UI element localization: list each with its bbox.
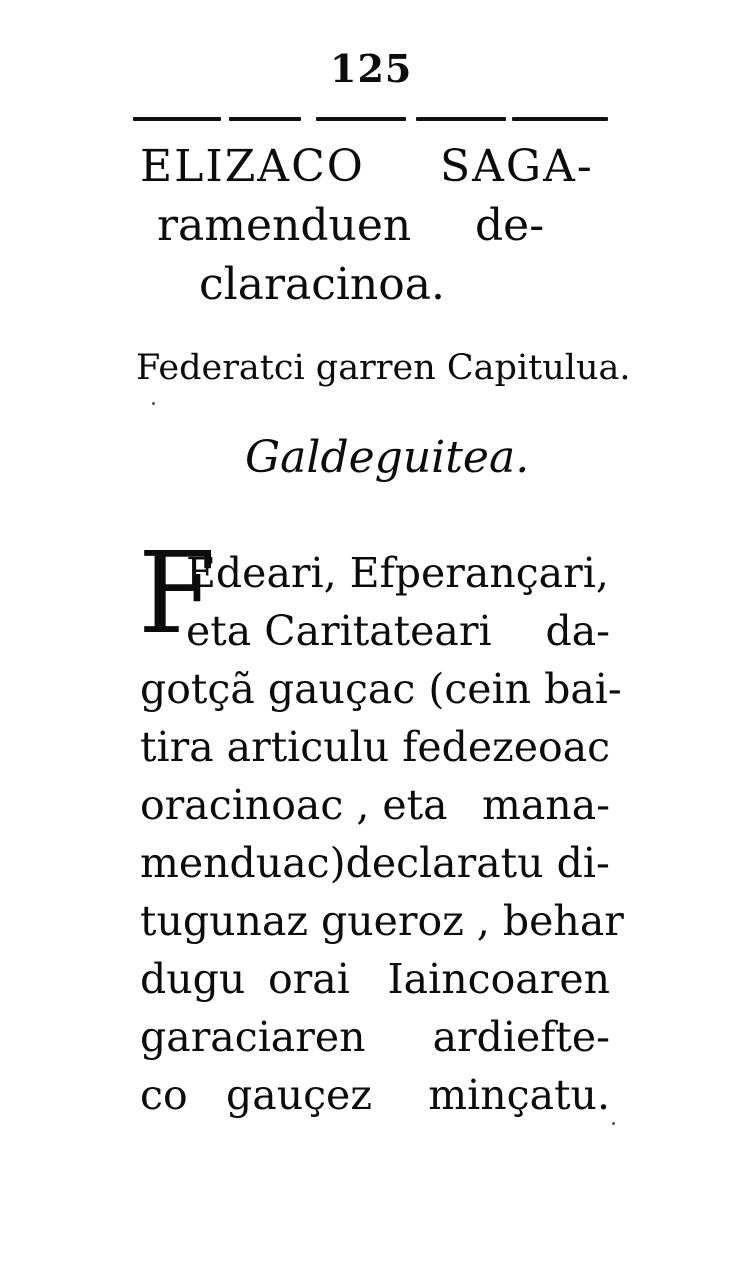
body-text: Edeari, Efperançari,	[186, 549, 609, 597]
header-rule-segment-2	[229, 117, 301, 121]
body-text: oracinoac , eta	[140, 781, 448, 829]
body-text: gotçã gauçac (cein bai-	[140, 665, 622, 713]
chapter-title: Federatci garren Capitulua.	[136, 348, 631, 388]
body-text: mana-	[481, 781, 610, 829]
heading-word: SAGA-	[440, 141, 594, 192]
heading-word: ELIZACO	[140, 141, 365, 192]
body-text: orai	[268, 955, 350, 1003]
header-rule-segment-4	[416, 117, 506, 121]
header-rule-segment-5	[512, 117, 608, 121]
body-text: garaciaren	[140, 1013, 366, 1061]
body-text: tugunaz gueroz , behar	[140, 897, 624, 945]
heading-word: de-	[475, 200, 545, 251]
section-subtitle: Galdeguitea.	[245, 432, 530, 483]
body-text: ardiefte-	[432, 1013, 610, 1061]
body-text: dugu	[140, 955, 246, 1003]
page-number: 125	[330, 46, 413, 91]
body-text: gauçez	[226, 1071, 372, 1119]
body-text: Iaincoaren	[387, 955, 610, 1003]
header-rule-segment-1	[133, 117, 221, 121]
header-rule-segment-3	[316, 117, 406, 121]
body-text: menduac)declaratu di-	[140, 839, 610, 887]
body-text: eta Caritateari	[186, 607, 492, 655]
body-text: minçatu.	[428, 1071, 610, 1119]
ink-speck	[152, 402, 155, 405]
heading-line-3: claracinoa.	[199, 259, 445, 310]
heading-line-2	[157, 196, 637, 256]
drop-cap: F	[138, 529, 216, 659]
body-text: tira articulu fedezeoac	[140, 723, 611, 771]
heading-line-1	[140, 137, 620, 197]
body-text: da-	[545, 607, 610, 655]
body-text: co	[140, 1071, 188, 1119]
ink-speck	[612, 1122, 615, 1125]
heading-word: ramenduen	[157, 200, 412, 251]
